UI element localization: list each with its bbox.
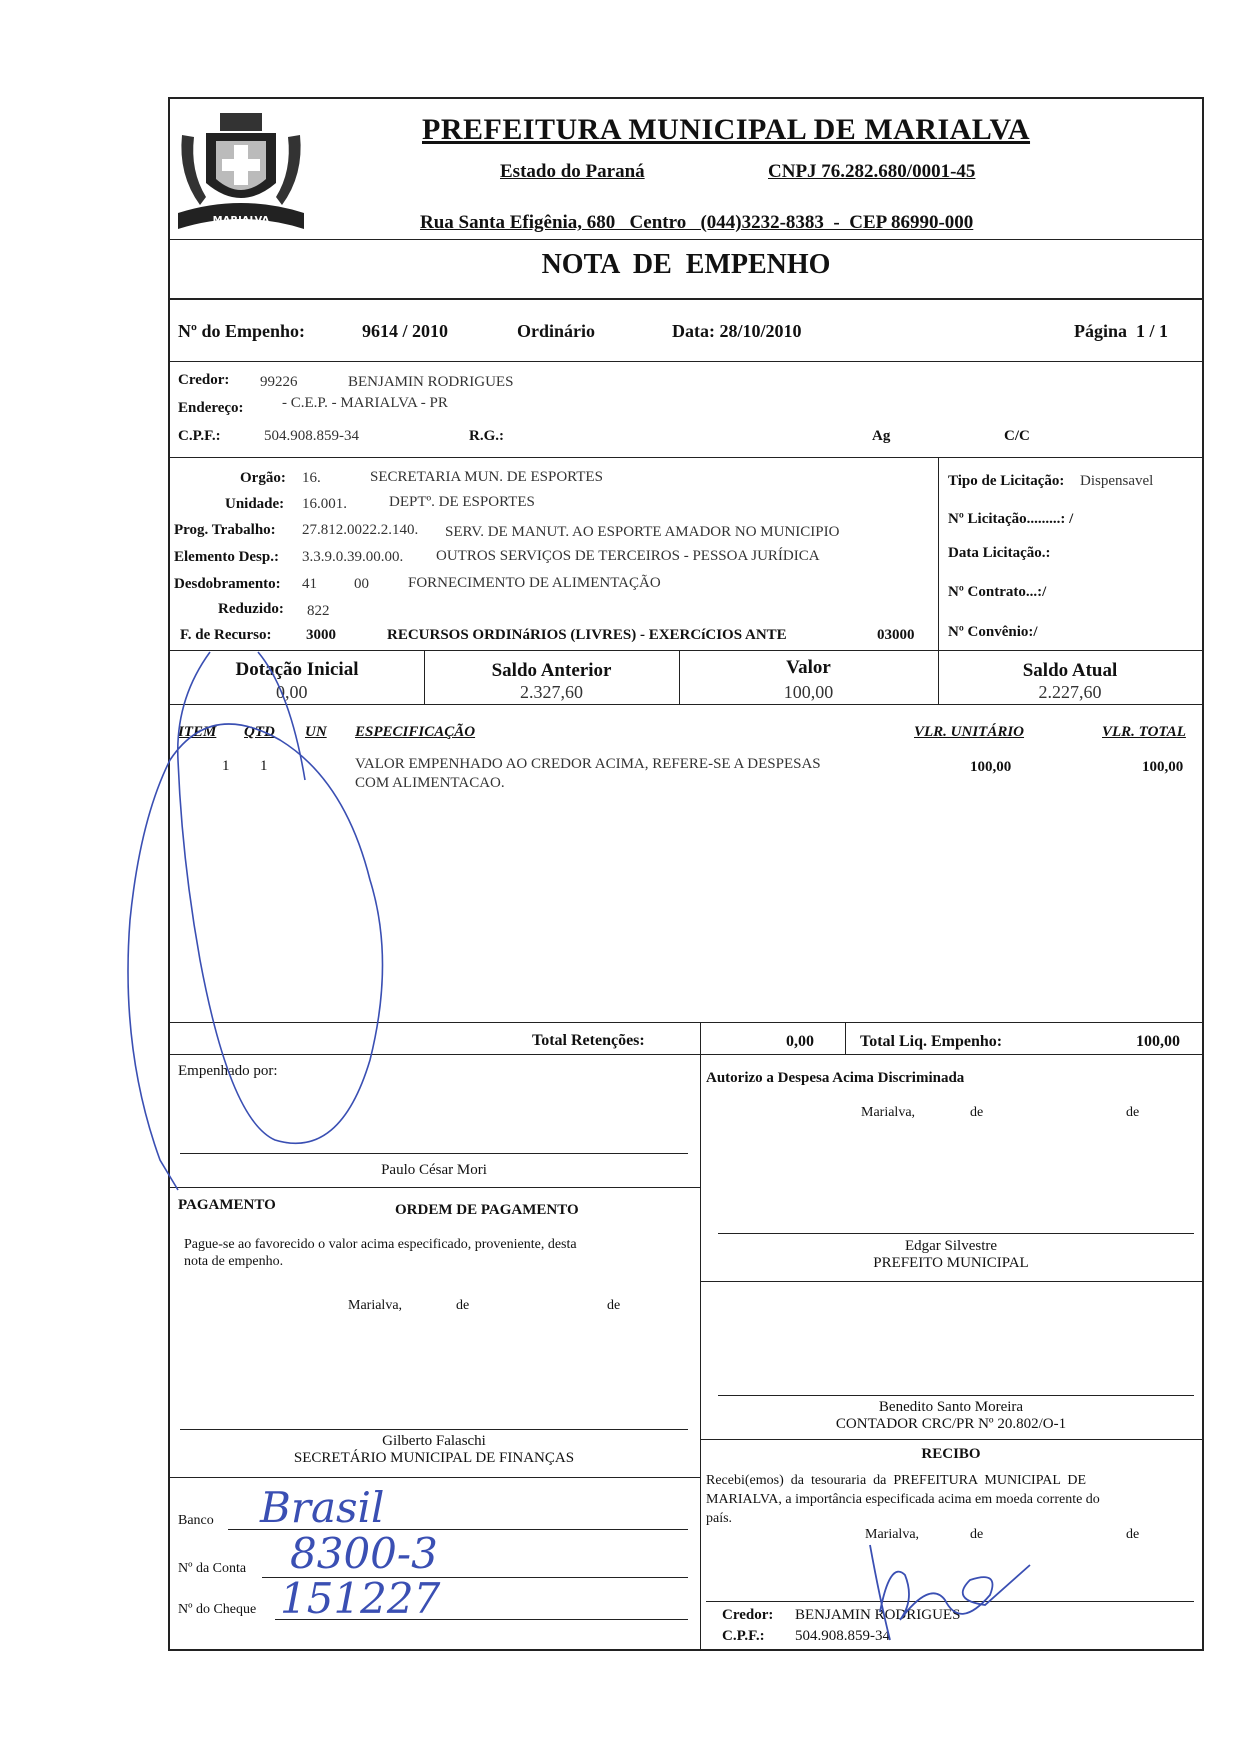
saldo-atual-value: 2.227,60 [1038, 682, 1102, 702]
saldo-anterior-value: 2.327,60 [520, 682, 583, 702]
credor-label: Credor: [178, 372, 230, 388]
prog-label: Prog. Trabalho: [174, 522, 276, 538]
col-un: UN [305, 724, 327, 740]
item-vlr-unitario: 100,00 [970, 759, 1012, 775]
desdobramento-code: 41 [302, 576, 317, 592]
orgao-label: Orgão: [240, 470, 286, 486]
recibo-local: Marialva, [865, 1527, 920, 1542]
recibo-cpf-label: C.P.F.: [722, 1628, 765, 1644]
total-retencoes-label: Total Retenções: [532, 1032, 645, 1049]
saldo-anterior-label: Saldo Anterior [491, 660, 612, 681]
desdobramento-value: FORNECIMENTO DE ALIMENTAÇÃO [408, 575, 661, 591]
tipo-licitacao-value: Dispensavel [1080, 473, 1154, 489]
cheque-label: Nº do Cheque [178, 1602, 257, 1617]
ordem-pagamento-label: ORDEM DE PAGAMENTO [395, 1202, 579, 1218]
empenho-label: Nº do Empenho: [178, 321, 305, 341]
data-licitacao: Data Licitação.: [948, 545, 1051, 561]
cpf-label: C.P.F.: [178, 428, 221, 444]
ordem-local: Marialva, [348, 1298, 403, 1313]
pague-text-line1: Pague-se ao favorecido o valor acima especificado, proveniente, desta [184, 1237, 577, 1252]
recurso-code2: 03000 [877, 627, 915, 643]
recibo-de-1: de [970, 1527, 984, 1542]
prefeito-cargo: PREFEITO MUNICIPAL [873, 1255, 1029, 1271]
recibo-credor-label: Credor: [722, 1607, 774, 1623]
desdobramento-sub: 00 [354, 576, 369, 592]
numero-licitacao: Nº Licitação.........: / [948, 511, 1074, 527]
empenhado-por-nome: Paulo César Mori [381, 1162, 487, 1178]
credor-name: BENJAMIN RODRIGUES [348, 374, 514, 390]
endereco-value: - C.E.P. - MARIALVA - PR [282, 395, 448, 411]
recurso-label: F. de Recurso: [180, 627, 272, 643]
prefeito-nome: Edgar Silvestre [904, 1238, 998, 1254]
ag-label: Ag [872, 428, 891, 444]
cpf-value: 504.908.859-34 [264, 428, 359, 444]
numero-contrato: Nº Contrato...:/ [948, 584, 1047, 600]
elemento-code: 3.3.9.0.39.00.00. [302, 549, 404, 565]
credor-code: 99226 [260, 374, 298, 390]
cc-label: C/C [1004, 428, 1030, 444]
header-state: Estado do Paraná [500, 161, 645, 182]
contador-cargo: CONTADOR CRC/PR Nº 20.802/O-1 [835, 1416, 1067, 1432]
recibo-de-2: de [1126, 1527, 1140, 1542]
empenho-type: Ordinário [517, 321, 596, 341]
recibo-text-line2: MARIALVA, a importância especificada acima em moeda corrente do [706, 1492, 1100, 1507]
elemento-label: Elemento Desp.: [174, 549, 279, 565]
header-cnpj: CNPJ 76.282.680/0001-45 [768, 161, 976, 182]
empenho-date: Data: 28/10/2010 [672, 321, 802, 341]
secretario-cargo: SECRETÁRIO MUNICIPAL DE FINANÇAS [293, 1450, 575, 1466]
dotacao-label: Dotação Inicial [235, 659, 359, 680]
valor-value: 100,00 [783, 682, 834, 702]
pagamento-label: PAGAMENTO [178, 1197, 276, 1213]
rg-label: R.G.: [469, 428, 504, 444]
signature-loop-stroke [128, 652, 383, 1190]
receipt-signature-stroke [870, 1545, 1030, 1640]
reduzido-label: Reduzido: [218, 601, 284, 617]
ordem-de-2: de [607, 1298, 621, 1313]
tipo-licitacao-label: Tipo de Licitação: [948, 473, 1065, 489]
endereco-label: Endereço: [178, 400, 244, 416]
conta-label: Nº da Conta [178, 1561, 247, 1576]
valor-label: Valor [786, 657, 831, 678]
unidade-label: Unidade: [225, 496, 285, 512]
empenho-number: 9614 / 2010 [362, 321, 449, 341]
conta-handwritten: 8300-3 [290, 1529, 438, 1578]
contador-nome: Benedito Santo Moreira [878, 1399, 1024, 1415]
autorizo-local: Marialva, [861, 1105, 916, 1120]
document-title: NOTA DE EMPENHO [541, 249, 831, 280]
banco-label: Banco [178, 1513, 214, 1528]
total-liquido-label: Total Liq. Empenho: [860, 1033, 1003, 1050]
item-qtd: 1 [260, 758, 268, 774]
autorizo-de-1: de [970, 1105, 984, 1120]
autorizo-label: Autorizo a Despesa Acima Discriminada [706, 1070, 965, 1086]
header-title: PREFEITURA MUNICIPAL DE MARIALVA [422, 113, 1031, 146]
col-item: ITEM [178, 724, 217, 740]
item-vlr-total: 100,00 [1142, 759, 1184, 775]
elemento-value: OUTROS SERVIÇOS DE TERCEIROS - PESSOA JURÍDICA [436, 548, 820, 564]
numero-convenio: Nº Convênio:/ [948, 624, 1038, 640]
recibo-label: RECIBO [921, 1446, 981, 1462]
recibo-text-line1: Recebi(emos) da tesouraria da PREFEITURA MUNICIPAL DE [706, 1473, 1087, 1488]
unidade-code: 16.001. [302, 496, 347, 512]
svg-text:MARIALVA: MARIALVA [212, 215, 270, 226]
col-especificacao: ESPECIFICAÇÃO [355, 724, 476, 740]
item-description-line2: COM ALIMENTACAO. [355, 775, 505, 791]
prog-code: 27.812.0022.2.140. [302, 522, 419, 538]
cheque-handwritten: 151227 [280, 1574, 441, 1623]
total-liquido-value: 100,00 [1136, 1033, 1180, 1050]
banco-handwritten: Brasil [260, 1483, 385, 1532]
recurso-code: 3000 [306, 627, 336, 643]
col-qtd: QTD [244, 724, 275, 740]
item-number: 1 [222, 758, 230, 774]
recurso-value: RECURSOS ORDINáRIOS (LIVRES) - EXERCíCIOS ANTE [387, 627, 787, 643]
reduzido-value: 822 [307, 603, 330, 619]
empenhado-por-label: Empenhado por: [178, 1063, 278, 1079]
item-description-line1: VALOR EMPENHADO AO CREDOR ACIMA, REFERE-SE A DESPESAS [355, 756, 821, 772]
recibo-cpf-value: 504.908.859-34 [795, 1628, 890, 1644]
orgao-code: 16. [302, 470, 321, 486]
ordem-de-1: de [456, 1298, 470, 1313]
col-vlr-unitario: VLR. UNITÁRIO [914, 724, 1025, 740]
desdobramento-label: Desdobramento: [174, 576, 281, 592]
secretario-nome: Gilberto Falaschi [382, 1433, 486, 1449]
recibo-credor-nome: BENJAMIN RODRIGUES [795, 1607, 961, 1623]
pague-text-line2: nota de empenho. [184, 1254, 284, 1269]
header-address: Rua Santa Efigênia, 680 Centro (044)3232-8383 - CEP 86990-000 [420, 212, 974, 233]
col-vlr-total: VLR. TOTAL [1102, 724, 1186, 740]
saldo-atual-label: Saldo Atual [1022, 660, 1118, 681]
recibo-text-line3: país. [706, 1511, 733, 1526]
autorizo-de-2: de [1126, 1105, 1140, 1120]
dotacao-value: 0,00 [276, 682, 308, 702]
prog-value: SERV. DE MANUT. AO ESPORTE AMADOR NO MUNICIPIO [445, 524, 840, 540]
page-number: Página 1 / 1 [1074, 321, 1169, 341]
total-retencoes-value: 0,00 [786, 1033, 814, 1050]
unidade-value: DEPTº. DE ESPORTES [389, 494, 535, 510]
orgao-value: SECRETARIA MUN. DE ESPORTES [370, 469, 603, 485]
